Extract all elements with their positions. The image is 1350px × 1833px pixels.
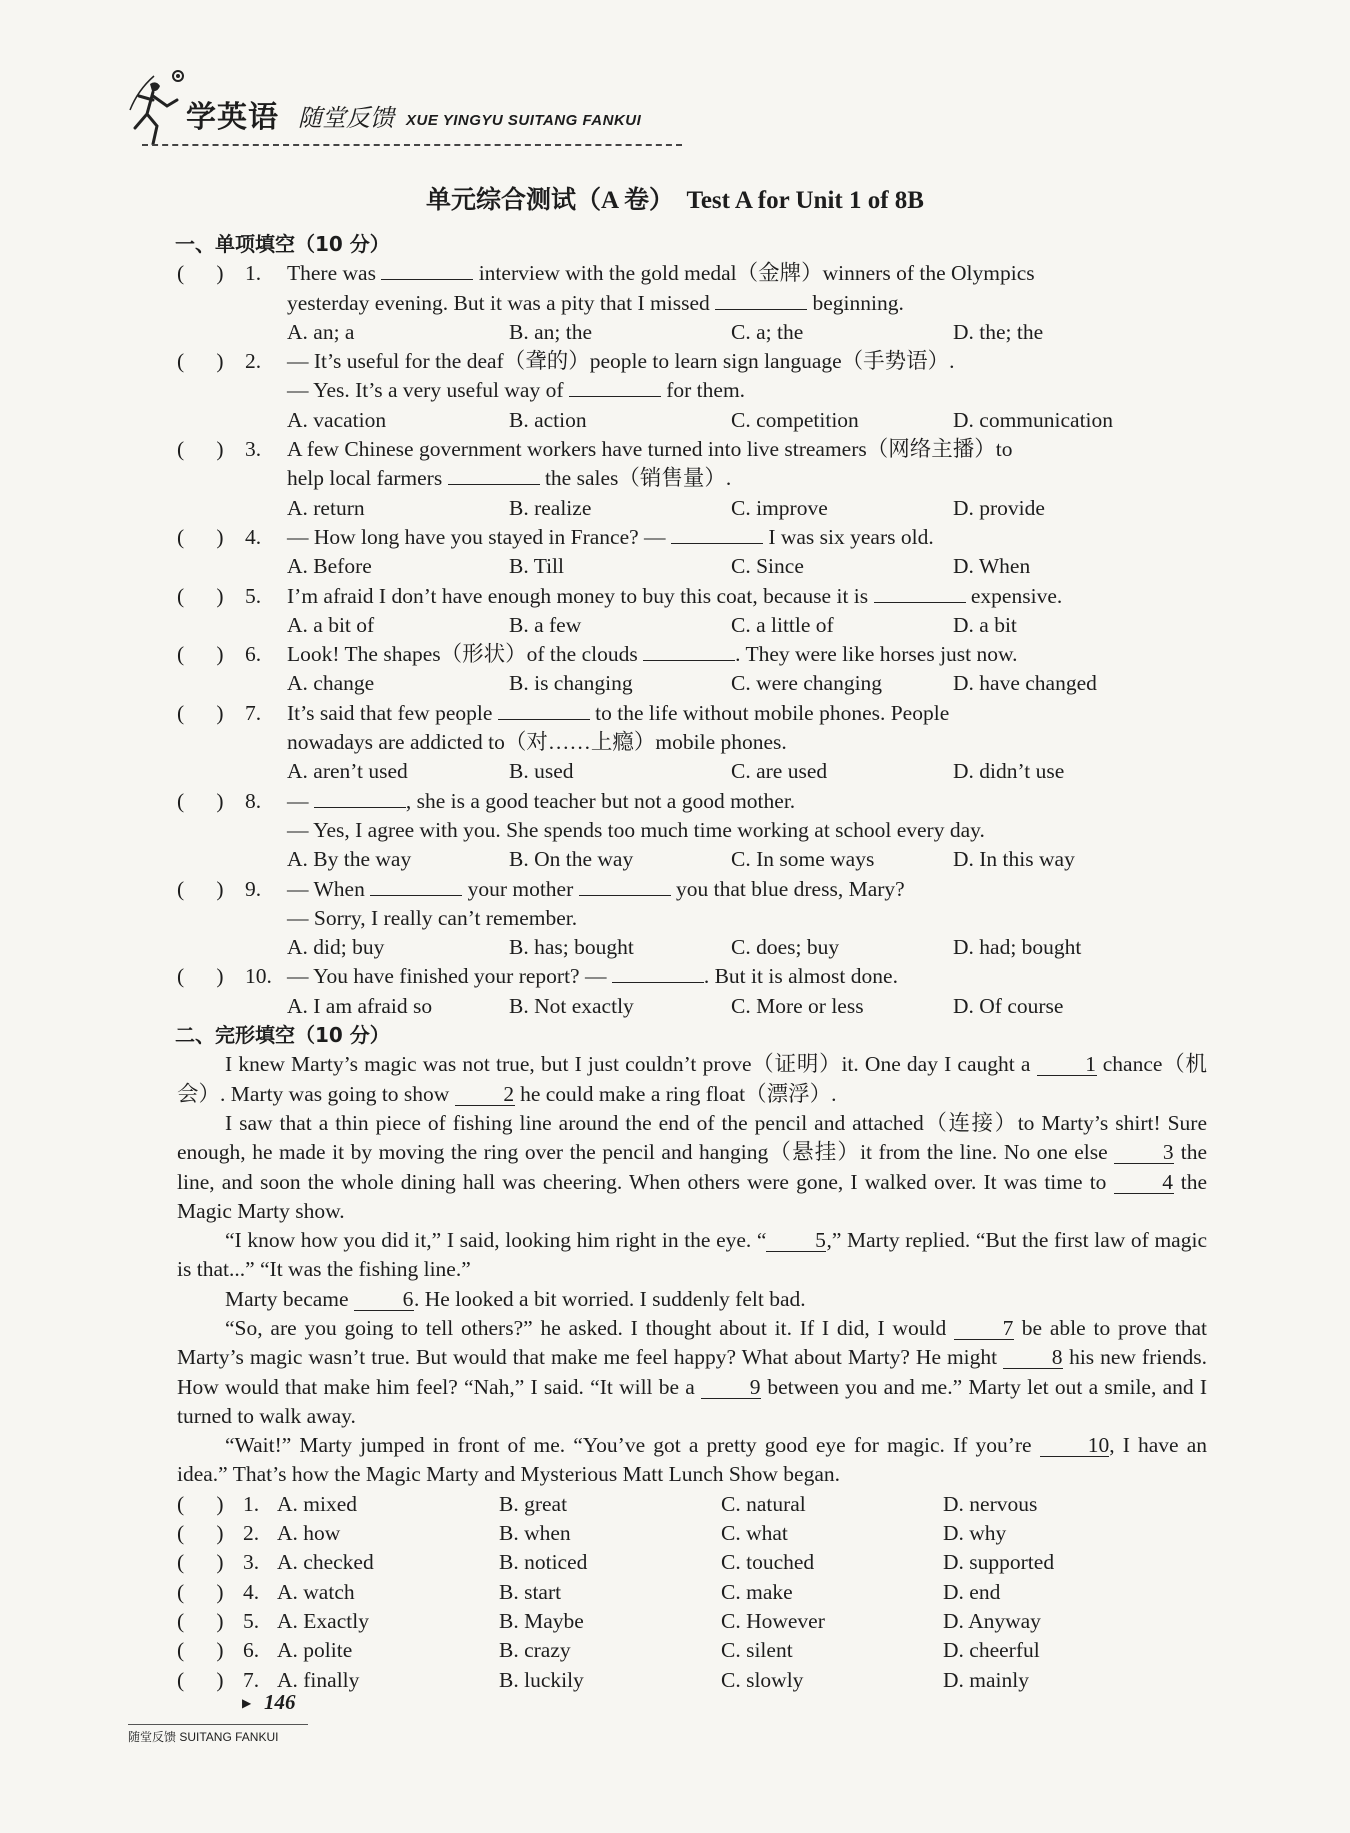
page-footer [128, 1690, 428, 1760]
option[interactable]: B. used [509, 759, 574, 784]
option[interactable]: B. a few [509, 612, 582, 637]
question-line [177, 728, 1207, 757]
cloze-option-row [177, 1548, 1207, 1577]
option[interactable]: C. However [721, 1608, 825, 1633]
option[interactable]: C. make [721, 1579, 793, 1604]
page-header [128, 62, 688, 152]
answer-bracket[interactable]: ( ) [177, 524, 224, 549]
answer-bracket[interactable]: ( ) [177, 876, 224, 901]
option[interactable]: C. were changing [731, 671, 883, 696]
option-row [177, 406, 1207, 435]
cloze-paragraph: “Wait!” Marty jumped in front of me. “You’ve got a pretty good eye for magic. If you’re 10, I have an idea.” That’s how the Magic Marty and Mysterious Matt Lunch Show began. [177, 1433, 1207, 1487]
option[interactable]: D. supported [943, 1550, 1055, 1575]
answer-bracket[interactable]: ( ) [177, 437, 224, 462]
option[interactable]: A. Exactly [277, 1608, 369, 1633]
answer-blank[interactable] [498, 701, 590, 720]
option[interactable]: B. noticed [499, 1550, 588, 1575]
question-number: 3. [243, 1550, 260, 1575]
question-line [177, 289, 1207, 318]
option[interactable]: B. is changing [509, 671, 633, 696]
answer-bracket[interactable]: ( ) [177, 1521, 224, 1546]
option[interactable]: A. aren’t used [287, 759, 408, 784]
cloze-option-row [177, 1636, 1207, 1665]
cloze-gap[interactable]: 10 [1040, 1434, 1110, 1457]
option[interactable]: C. Since [731, 554, 804, 579]
question-text: — It’s useful for the deaf（聋的）people to learn sign language（手势语）. [287, 349, 955, 374]
option[interactable]: B. Maybe [499, 1608, 584, 1633]
question-text: — Yes. It’s a very useful way of for them. [287, 378, 746, 403]
cloze-gap[interactable]: 9 [701, 1376, 761, 1399]
question-line [177, 376, 1207, 405]
question-number: 2. [245, 349, 262, 374]
option[interactable]: C. slowly [721, 1667, 804, 1692]
question-text: — , she is a good teacher but not a good mother. [287, 788, 796, 813]
option[interactable]: B. great [499, 1491, 568, 1516]
option[interactable]: D. Of course [953, 993, 1064, 1018]
option[interactable]: A. an; a [287, 319, 355, 344]
option[interactable]: A. watch [277, 1579, 355, 1604]
question-line [177, 875, 1207, 904]
footer-divider [128, 1724, 308, 1725]
option[interactable]: D. mainly [943, 1667, 1029, 1692]
option[interactable]: D. end [943, 1579, 1001, 1604]
cloze-gap[interactable]: 8 [1003, 1346, 1063, 1369]
cloze-paragraph: Marty became 6. He looked a bit worried. I suddenly felt bad. [225, 1286, 806, 1311]
question-line [177, 523, 1207, 552]
question-number: 8. [245, 788, 262, 813]
cloze-gap[interactable]: 6 [354, 1288, 414, 1311]
question-text: I’m afraid I don’t have enough money to buy this coat, because it is expensive. [287, 583, 1063, 608]
question-line [177, 582, 1207, 611]
answer-bracket[interactable]: ( ) [177, 1491, 224, 1516]
option[interactable]: A. polite [277, 1638, 353, 1663]
header-divider [142, 144, 682, 146]
answer-blank[interactable] [643, 642, 735, 661]
option[interactable]: D. had; bought [953, 935, 1082, 960]
cloze-paragraph: “I know how you did it,” I said, looking him right in the eye. “ 5,” Marty replied. “But the first law of magic is that...” “It was the fishing line.” [177, 1228, 1207, 1282]
question-text: help local farmers the sales（销售量）. [287, 466, 732, 491]
question-number: 9. [245, 876, 262, 901]
option[interactable]: A. return [287, 495, 365, 520]
option[interactable]: A. finally [277, 1667, 360, 1692]
option[interactable]: B. start [499, 1579, 562, 1604]
option[interactable]: C. a; the [731, 319, 804, 344]
question-number: 10. [245, 964, 272, 989]
question-number: 6. [243, 1638, 260, 1663]
answer-blank[interactable] [671, 525, 763, 544]
option[interactable]: D. When [953, 554, 1031, 579]
footer-brand: 随堂反馈 SUITANG FANKUI [128, 1730, 279, 1744]
option[interactable]: A. change [287, 671, 375, 696]
question-text: — Sorry, I really can’t remember. [287, 905, 578, 930]
cloze-option-row [177, 1490, 1207, 1519]
option-row [177, 552, 1207, 581]
option[interactable]: B. On the way [509, 847, 634, 872]
answer-blank[interactable] [612, 964, 704, 983]
option[interactable]: D. a bit [953, 612, 1017, 637]
answer-bracket[interactable]: ( ) [177, 1638, 224, 1663]
option[interactable]: C. touched [721, 1550, 815, 1575]
option[interactable]: D. In this way [953, 847, 1075, 872]
option[interactable]: A. how [277, 1521, 341, 1546]
question-line [177, 962, 1207, 991]
cloze-gap[interactable]: 5 [766, 1229, 826, 1252]
option[interactable]: A. mixed [277, 1491, 358, 1516]
question-number: 1. [245, 261, 262, 286]
option[interactable]: B. has; bought [509, 935, 634, 960]
option[interactable]: C. In some ways [731, 847, 875, 872]
option-row [177, 318, 1207, 347]
cloze-paragraph: I knew Marty’s magic was not true, but I just couldn’t prove（证明）it. One day I caught a 1 chance（机会）. Marty was going to show 2 he could make a ring float（漂浮）. [177, 1052, 1207, 1106]
option[interactable]: A. did; buy [287, 935, 385, 960]
option-row [177, 494, 1207, 523]
option[interactable]: A. checked [277, 1550, 374, 1575]
question-number: 4. [243, 1579, 260, 1604]
option[interactable]: B. Not exactly [509, 993, 634, 1018]
question-number: 3. [245, 437, 262, 462]
question-line [177, 816, 1207, 845]
question-number: 5. [245, 583, 262, 608]
question-number: 4. [245, 524, 262, 549]
question-number: 2. [243, 1521, 260, 1546]
option[interactable]: B. crazy [499, 1638, 571, 1663]
option[interactable]: D. why [943, 1521, 1007, 1546]
option[interactable]: A. a bit of [287, 612, 375, 637]
option[interactable]: C. what [721, 1521, 788, 1546]
answer-blank[interactable] [874, 584, 966, 603]
option[interactable]: D. communication [953, 407, 1114, 432]
option-row [177, 845, 1207, 874]
question-text: Look! The shapes（形状）of the clouds . They were like horses just now. [287, 642, 1018, 667]
answer-bracket[interactable]: ( ) [177, 700, 224, 725]
answer-bracket[interactable]: ( ) [177, 1608, 224, 1633]
option[interactable]: D. have changed [953, 671, 1097, 696]
question-text: nowadays are addicted to（对……上瘾）mobile phones. [287, 730, 787, 755]
option[interactable]: C. silent [721, 1638, 793, 1663]
question-line [177, 464, 1207, 493]
option[interactable]: B. Till [509, 554, 564, 579]
question-number: 5. [243, 1608, 260, 1633]
question-line [177, 347, 1207, 376]
question-number: 6. [245, 642, 262, 667]
logo-subtitle-cn: 随堂反馈 [298, 104, 394, 132]
question-number: 7. [243, 1667, 260, 1692]
option[interactable]: B. luckily [499, 1667, 584, 1692]
logo-subtitle-en: XUE YINGYU SUITANG FANKUI [406, 112, 642, 129]
single-choice-questions [177, 259, 1207, 1021]
answer-bracket[interactable]: ( ) [177, 1579, 224, 1604]
cloze-gap[interactable]: 3 [1114, 1141, 1174, 1164]
option[interactable]: A. By the way [287, 847, 412, 872]
option[interactable]: D. the; the [953, 319, 1044, 344]
answer-bracket[interactable]: ( ) [177, 261, 224, 286]
question-text: — When your mother you that blue dress, Mary? [287, 876, 905, 901]
answer-bracket[interactable]: ( ) [177, 788, 224, 813]
cloze-gap[interactable]: 4 [1114, 1171, 1174, 1194]
option[interactable]: B. when [499, 1521, 571, 1546]
question-text: — You have finished your report? — . But it is almost done. [287, 964, 898, 989]
option[interactable]: A. I am afraid so [287, 993, 433, 1018]
cloze-option-row [177, 1607, 1207, 1636]
answer-blank[interactable] [569, 378, 661, 397]
section-heading-cloze: 二、完形填空（10 分） [175, 1023, 390, 1048]
option[interactable]: C. improve [731, 495, 828, 520]
option[interactable]: C. are used [731, 759, 828, 784]
answer-blank[interactable] [381, 261, 473, 280]
page-title: 单元综合测试（A 卷） Test A for Unit 1 of 8B [426, 187, 924, 214]
answer-blank[interactable] [370, 877, 462, 896]
option[interactable]: D. cheerful [943, 1638, 1040, 1663]
answer-bracket[interactable]: ( ) [177, 583, 224, 608]
option[interactable]: B. an; the [509, 319, 592, 344]
question-number: 7. [245, 700, 262, 725]
option[interactable]: A. vacation [287, 407, 387, 432]
answer-blank[interactable] [314, 789, 406, 808]
option[interactable]: D. nervous [943, 1491, 1038, 1516]
cloze-paragraph: “So, are you going to tell others?” he asked. I thought about it. If I did, I would 7 be able to prove that Marty’s magic wasn’t true. But would that make me feel happy? What about Marty? He might 8 his new friends. How would that make him feel? “Nah,” I said. “It will be a 9 between you and me.” Marty let out a smile, and I turned to walk away. [177, 1315, 1208, 1428]
cloze-gap[interactable]: 2 [455, 1083, 515, 1106]
option[interactable]: C. natural [721, 1491, 806, 1516]
question-line [177, 787, 1207, 816]
option[interactable]: C. does; buy [731, 935, 840, 960]
cloze-gap[interactable]: 7 [954, 1317, 1014, 1340]
answer-bracket[interactable]: ( ) [177, 1550, 224, 1575]
option[interactable]: D. didn’t use [953, 759, 1065, 784]
question-line [177, 435, 1207, 464]
option[interactable]: C. a little of [731, 612, 834, 637]
answer-bracket[interactable]: ( ) [177, 964, 224, 989]
question-text: — How long have you stayed in France? — I was six years old. [287, 524, 934, 549]
arrow-icon: ▶ [242, 1696, 252, 1710]
option-row [177, 933, 1207, 962]
option[interactable]: C. competition [731, 407, 859, 432]
option[interactable]: C. More or less [731, 993, 864, 1018]
option[interactable]: B. realize [509, 495, 592, 520]
question-line [177, 904, 1207, 933]
logo-title-cn: 学英语 [186, 100, 279, 135]
answer-bracket[interactable]: ( ) [177, 1667, 224, 1692]
page-number: 146 [264, 1690, 296, 1714]
question-number: 1. [243, 1491, 260, 1516]
answer-blank[interactable] [579, 877, 671, 896]
option-row [177, 669, 1207, 698]
answer-bracket[interactable]: ( ) [177, 642, 224, 667]
option[interactable]: D. provide [953, 495, 1045, 520]
question-text: There was interview with the gold medal（金牌）winners of the Olympics [287, 261, 1035, 286]
question-text: yesterday evening. But it was a pity that I missed beginning. [287, 290, 904, 315]
question-text: A few Chinese government workers have turned into live streamers（网络主播）to [287, 437, 1013, 462]
runner-logo-icon [128, 70, 188, 146]
cloze-option-row [177, 1519, 1207, 1548]
cloze-option-row [177, 1578, 1207, 1607]
question-text: — Yes, I agree with you. She spends too much time working at school every day. [287, 817, 985, 842]
option[interactable]: A. Before [287, 554, 372, 579]
option-row [177, 992, 1207, 1021]
question-text: It’s said that few people to the life without mobile phones. People [287, 700, 950, 725]
test-content [177, 230, 1207, 1695]
answer-bracket[interactable]: ( ) [177, 349, 224, 374]
cloze-gap[interactable]: 1 [1037, 1053, 1097, 1076]
option[interactable]: D. Anyway [943, 1608, 1041, 1633]
answer-blank[interactable] [715, 291, 807, 310]
option-row [177, 611, 1207, 640]
option[interactable]: B. action [509, 407, 587, 432]
cloze-answer-options [177, 1490, 1207, 1695]
question-line [177, 640, 1207, 669]
answer-blank[interactable] [448, 466, 540, 485]
section-heading-single-choice: 一、单项填空（10 分） [175, 232, 390, 256]
question-line [177, 699, 1207, 728]
question-line [177, 259, 1207, 288]
option-row [177, 757, 1207, 786]
cloze-paragraph: I saw that a thin piece of fishing line around the end of the pencil and attached（连接）to Marty’s shirt! Sure enough, he made it by moving the ring over the pencil and hanging（悬挂）it from the line. No one else 3 the line, and soon the whole dining hall was cheering. When others were gone, I walked over. It was time to 4 the Magic Marty show. [177, 1110, 1207, 1223]
cloze-passage [177, 1050, 1207, 1489]
